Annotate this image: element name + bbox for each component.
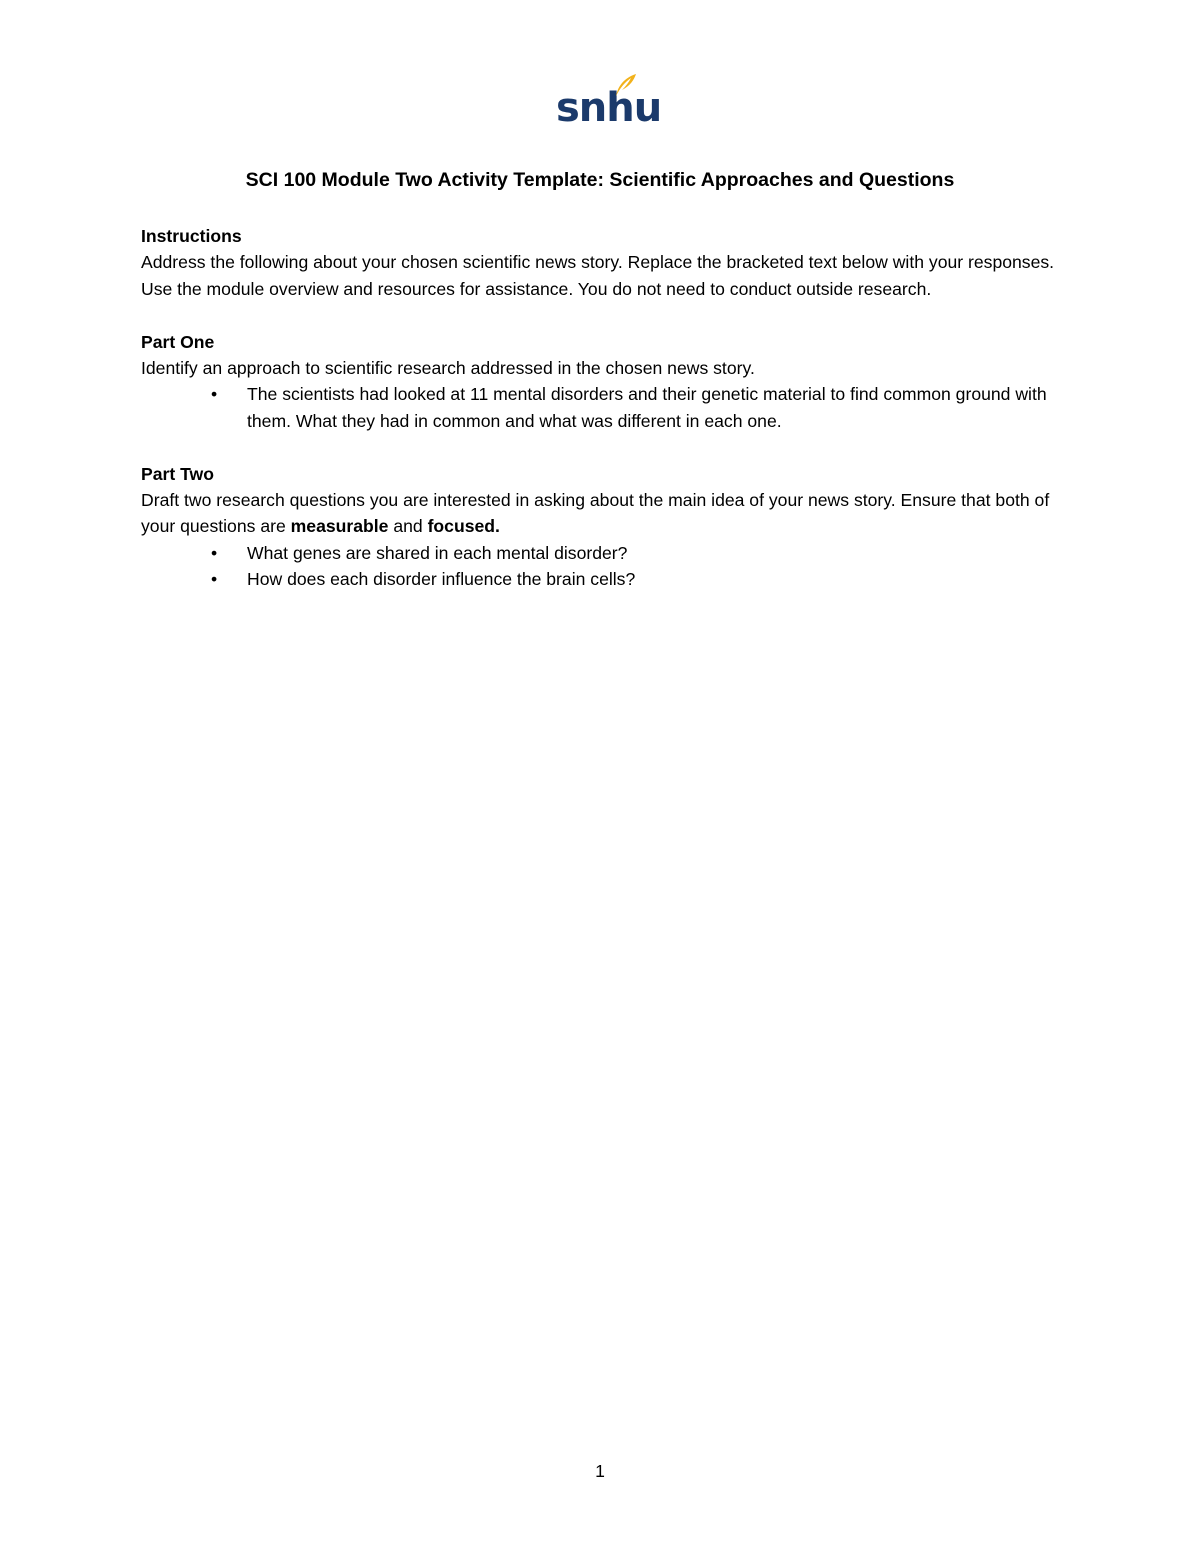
prompt-text: Draft two research questions you are interested in asking about the main idea of your news story. Ensure that both of your questions are — [141, 490, 1050, 537]
list-item — [141, 540, 1071, 566]
prompt-text: and — [388, 516, 428, 537]
bullet-text: The scientists had looked at 11 mental disorders and their genetic material to find common ground with them. What they had in common and what was different in each one. — [247, 384, 1047, 431]
logo-wordmark: snhu — [556, 85, 662, 131]
document-title: SCI 100 Module Two Activity Template: Scientific Approaches and Questions — [245, 169, 955, 191]
bullet-text: What genes are shared in each mental disorder? — [247, 542, 628, 563]
page-number: 1 — [595, 1461, 605, 1481]
part-one-bullet-list — [141, 381, 1071, 434]
bold-term-focused: focused. — [427, 516, 500, 537]
leaf-icon — [614, 72, 638, 98]
list-item — [141, 381, 1071, 434]
bullet-text: How does each disorder influence the brain cells? — [247, 569, 636, 590]
bullet-icon: • — [211, 542, 218, 563]
spacer — [141, 302, 1071, 328]
part-two-prompt — [141, 487, 1071, 540]
instructions-text: Address the following about your chosen scientific news story. Replace the bracketed text below with your responses. Use the module overview and resources for assistance. You do not need to conduct outside research. — [141, 252, 1055, 299]
snhu-logo — [556, 72, 662, 134]
part-one-prompt: Identify an approach to scientific research addressed in the chosen news story. — [141, 358, 755, 379]
part-two-bullet-list — [141, 540, 1071, 593]
bullet-icon: • — [211, 569, 218, 590]
bold-term-measurable: measurable — [290, 516, 389, 537]
spacer — [141, 434, 1071, 460]
part-one-heading: Part One — [141, 331, 215, 352]
document-body — [141, 223, 1071, 593]
bullet-icon: • — [211, 384, 218, 405]
instructions-heading: Instructions — [141, 226, 242, 246]
list-item — [141, 566, 1071, 592]
part-two-heading: Part Two — [141, 463, 214, 484]
